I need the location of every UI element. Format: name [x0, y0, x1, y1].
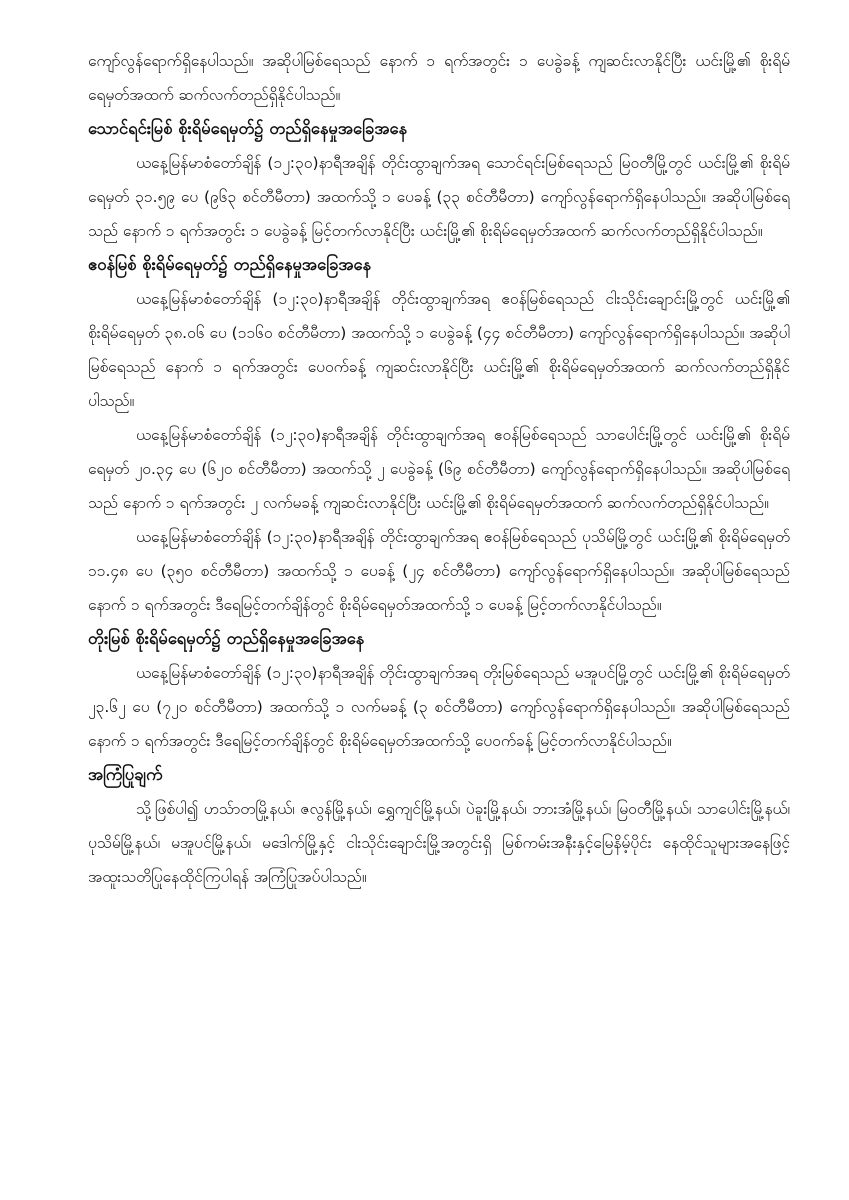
paragraph-maubin: ယနေ့မြန်မာစံတော်ချိန် (၁၂:၃၀)နာရီအချိန် တိုင်းထွာချက်အရ တိုးမြစ်ရေသည် မအူပင်မြို့တွင် ယင်းမြို့၏ စိုးရိမ်ရေမှတ် ၂၃.၆၂ ပေ (၇၂၀ စင်တီမီတာ) အထက်သို့ ၁ လက်မခန့် (၃ စင်တီမီတာ) ကျော်လွန်ရောက်ရှိနေပါသည်။ အဆိုပါမြစ်ရေသည် နောက် ၁ ရက်အတွင်း ဒီရေမြင့်တက်ချိန်တွင် စိုးရိမ်ရေမှတ်အထက်သို့ ပေဝက်ခန့် မြင့်တက်လာနိုင်ပါသည်။ — [88, 664, 790, 750]
section-heading-thaungyin: သောင်ရင်းမြစ် စိုးရိမ်ရေမှတ်၌ တည်ရှိနေမှုအခြေအနေ — [88, 119, 407, 138]
paragraph-myawaddy: ယနေ့မြန်မာစံတော်ချိန် (၁၂:၃၀)နာရီအချိန် တိုင်းထွာချက်အရ သောင်ရင်းမြစ်ရေသည် မြဝတီမြို့တွင် ယင်းမြို့၏ စိုးရိမ်ရေမှတ် ၃၁.၅၉ ပေ (၉၆၃ စင်တီမီတာ) အထက်သို့ ၁ ပေခန့် (၃၃ စင်တီမီတာ) ကျော်လွန်ရောက်ရှိနေပါသည်။ အဆိုပါမြစ်ရေသည် နောက် ၁ ရက်အတွင်း ၁ ပေခွဲခန့် မြင့်တက်လာနိုင်ပြီး ယင်းမြို့၏ စိုးရိမ်ရေမှတ်အထက် ဆက်လက်တည်ရှိနိုင်ပါသည်။ — [88, 154, 790, 240]
document-page — [88, 44, 790, 1164]
section-heading-advice: အကြံပြုချက် — [88, 765, 163, 784]
paragraph-pathein: ယနေ့မြန်မာစံတော်ချိန် (၁၂:၃၀)နာရီအချိန် တိုင်းထွာချက်အရ ဧဝန်မြစ်ရေသည် ပုသိမ်မြို့တွင် ယင်းမြို့၏ စိုးရိမ်ရေမှတ် ၁၁.၄၈ ပေ (၃၅၀ စင်တီမီတာ) အထက်သို့ ၁ ပေခန့် (၂၄ စင်တီမီတာ) ကျော်လွန်ရောက်ရှိနေပါသည်။ အဆိုပါမြစ်ရေသည် နောက် ၁ ရက်အတွင်း ဒီရေမြင့်တက်ချိန်တွင် စိုးရိမ်ရေမှတ်အထက်သို့ ၁ ပေခန့် မြင့်တက်လာနိုင်ပါသည်။ — [88, 528, 790, 614]
section-heading-ngawun: ဧဝန်မြစ် စိုးရိမ်ရေမှတ်၌ တည်ရှိနေမှုအခြေအနေ — [88, 255, 372, 274]
paragraph-continuation: ကျော်လွန်ရောက်ရှိနေပါသည်။ အဆိုပါမြစ်ရေသည် နောက် ၁ ရက်အတွင်း ၁ ပေခွဲခန့် ကျဆင်းလာနိုင်ပြီး ယင်းမြို့၏ စိုးရိမ်ရေမှတ်အထက် ဆက်လက်တည်ရှိနိုင်ပါသည်။ — [88, 52, 790, 104]
section-heading-toe: တိုးမြစ် စိုးရိမ်ရေမှတ်၌ တည်ရှိနေမှုအခြေအနေ — [88, 629, 365, 648]
paragraph-tharpaung: ယနေ့မြန်မာစံတော်ချိန် (၁၂:၃၀)နာရီအချိန် တိုင်းထွာချက်အရ ဧဝန်မြစ်ရေသည် သာပေါင်းမြို့တွင် ယင်းမြို့၏ စိုးရိမ်ရေမှတ် ၂၀.၃၄ ပေ (၆၂၀ စင်တီမီတာ) အထက်သို့ ၂ ပေခွဲခန့် (၆၉ စင်တီမီတာ) ကျော်လွန်ရောက်ရှိနေပါသည်။ အဆိုပါမြစ်ရေသည် နောက် ၁ ရက်အတွင်း ၂ လက်မခန့် ကျဆင်းလာနိုင်ပြီး ယင်းမြို့၏ စိုးရိမ်ရေမှတ်အထက် ဆက်လက်တည်ရှိနိုင်ပါသည်။ — [88, 426, 790, 512]
paragraph-advice: သို့ဖြစ်ပါ၍ ဟသ်ာတမြို့နယ်၊ ဇလွန်မြို့နယ်၊ ရွှေကျင်မြို့နယ်၊ ပဲခူးမြို့နယ်၊ ဘားအံမြို့နယ်၊ မြဝတီမြို့နယ်၊ သာပေါင်းမြို့နယ်၊ ပုသိမ်မြို့နယ်၊ မအူပင်မြို့နယ်၊ မဒေါက်မြို့နှင့် ငါးသိုင်းချောင်းမြို့အတွင်းရှိ မြစ်ကမ်းအနီးနှင့်မြေနိမ့်ပိုင်း နေထိုင်သူများအနေဖြင့် အထူးသတိပြုနေထိုင်ကြပါရန် အကြံပြုအပ်ပါသည်။ — [88, 800, 790, 886]
paragraph-ngathaingchaung: ယနေ့မြန်မာစံတော်ချိန် (၁၂:၃၀)နာရီအချိန် တိုင်းထွာချက်အရ ဧဝန်မြစ်ရေသည် ငါးသိုင်းချောင်းမြို့တွင် ယင်းမြို့၏ စိုးရိမ်ရေမှတ် ၃၈.၀၆ ပေ (၁၁၆၀ စင်တီမီတာ) အထက်သို့ ၁ ပေခွဲခန့် (၄၄ စင်တီမီတာ) ကျော်လွန်ရောက်ရှိနေပါသည်။ အဆိုပါမြစ်ရေသည် နောက် ၁ ရက်အတွင်း ပေဝက်ခန့် ကျဆင်းလာနိုင်ပြီး ယင်းမြို့၏ စိုးရိမ်ရေမှတ်အထက် ဆက်လက်တည်ရှိနိုင်ပါသည်။ — [88, 290, 790, 410]
